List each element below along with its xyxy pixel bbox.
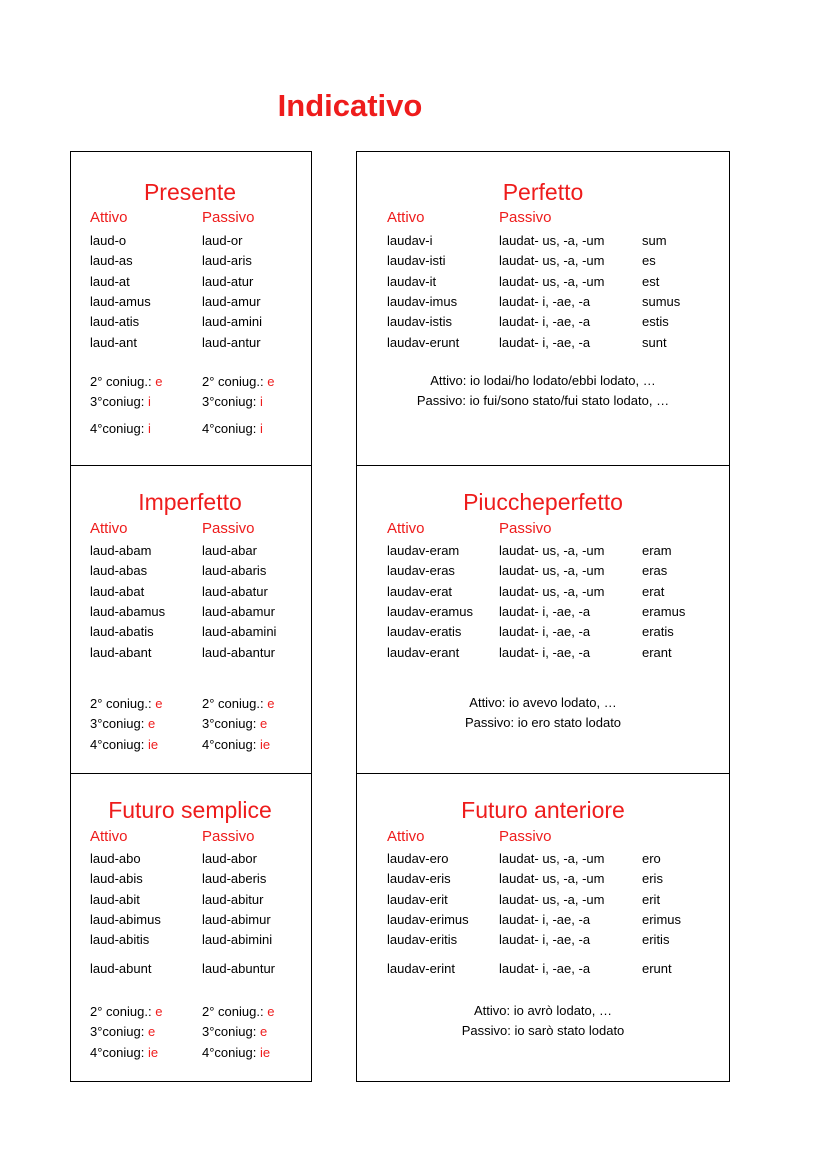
- auxiliary-form: sum: [642, 233, 667, 248]
- note-label: 3°coniug:: [90, 394, 148, 410]
- note-label: 2° coniug.:: [90, 696, 156, 711]
- passive-form: laudat- i, -ae, -a: [499, 644, 591, 660]
- passive-form: laud-or: [202, 233, 243, 248]
- passive-label: Passivo: [499, 828, 552, 845]
- section-heading: Futuro anteriore: [461, 797, 625, 823]
- active-form: laud-abit: [90, 891, 140, 907]
- passive-form: laudat- i, -ae, -a: [499, 293, 591, 309]
- active-form: laud-as: [90, 253, 133, 269]
- active-form: laud-abunt: [90, 960, 152, 976]
- section-heading: Perfetto: [502, 179, 584, 205]
- passive-note: [202, 421, 263, 437]
- passive-note: [202, 374, 274, 390]
- auxiliary-form: eratis: [642, 624, 674, 640]
- active-form: laudav-eram: [387, 543, 460, 558]
- passive-form: laud-abaris: [202, 563, 267, 579]
- auxiliary-form: ero: [642, 851, 661, 866]
- translation-line: Attivo: io lodai/ho lodato/ebbi lodato, …: [430, 373, 656, 388]
- active-form: laud-abas: [90, 563, 148, 579]
- active-form: laudav-eras: [387, 563, 455, 579]
- active-form: laud-at: [90, 273, 130, 289]
- active-form: laud-o: [90, 233, 127, 248]
- note-label: 4°coniug:: [90, 736, 148, 752]
- active-note: [90, 716, 155, 732]
- passive-form: laud-antur: [202, 334, 261, 350]
- passive-note: [202, 394, 263, 410]
- active-form: laud-abis: [90, 871, 143, 887]
- note-label: 2° coniug.:: [202, 696, 268, 711]
- auxiliary-form: eris: [642, 871, 663, 887]
- active-form: laud-abamus: [90, 603, 166, 619]
- active-form: laud-abatis: [90, 624, 154, 640]
- note-ending: e: [267, 374, 275, 389]
- active-form: laud-atis: [90, 314, 140, 330]
- auxiliary-form: est: [642, 273, 660, 289]
- translation-line: Passivo: io ero stato lodato: [464, 715, 622, 731]
- note-ending: ie: [259, 1044, 271, 1060]
- note-label: 4°coniug:: [202, 1044, 260, 1060]
- note-ending: ie: [147, 1044, 159, 1060]
- note-label: 4°coniug:: [202, 421, 260, 436]
- passive-form: laud-abamur: [202, 603, 275, 619]
- translation-line: Passivo: io sarò stato lodato: [461, 1023, 625, 1039]
- note-label: 4°coniug:: [90, 421, 148, 436]
- passive-label: Passivo: [499, 520, 552, 537]
- active-form: laudav-erit: [387, 891, 448, 907]
- passive-form: laud-amini: [202, 314, 262, 330]
- passive-form: laud-aberis: [202, 871, 267, 887]
- auxiliary-form: eritis: [642, 932, 670, 948]
- passive-note: [202, 1024, 267, 1040]
- auxiliary-form: sunt: [642, 334, 667, 350]
- passive-form: laudat- i, -ae, -a: [499, 911, 591, 927]
- passive-note: [202, 1004, 274, 1020]
- note-label: 4°coniug:: [202, 736, 260, 752]
- note-label: 2° coniug.:: [90, 374, 156, 389]
- passive-form: laud-atur: [202, 273, 254, 289]
- auxiliary-form: erit: [642, 891, 661, 907]
- active-form: laudav-erimus: [387, 911, 469, 927]
- auxiliary-form: erat: [642, 583, 665, 599]
- active-form: laudav-eramus: [387, 603, 473, 619]
- note-label: 4°coniug:: [90, 1044, 148, 1060]
- passive-form: laud-abar: [202, 543, 257, 558]
- active-form: laud-abitis: [90, 932, 150, 948]
- note-label: 3°coniug:: [90, 1024, 148, 1040]
- active-form: laudav-i: [387, 233, 433, 248]
- note-ending: i: [147, 394, 151, 410]
- passive-form: laudat- i, -ae, -a: [499, 314, 591, 330]
- active-form: laud-abat: [90, 583, 145, 599]
- note-ending: e: [259, 716, 268, 732]
- section-heading: Imperfetto: [138, 489, 242, 515]
- auxiliary-form: estis: [642, 314, 669, 330]
- active-form: laudav-eris: [387, 871, 451, 887]
- active-label: Attivo: [387, 828, 425, 845]
- passive-form: laudat- us, -a, -um: [499, 891, 605, 907]
- section-heading: Presente: [143, 179, 237, 205]
- auxiliary-form: eram: [642, 543, 672, 558]
- active-label: Attivo: [90, 828, 128, 845]
- note-ending: e: [147, 716, 156, 732]
- active-form: laudav-erint: [387, 960, 455, 976]
- passive-form: laudat- i, -ae, -a: [499, 603, 591, 619]
- auxiliary-form: eras: [642, 563, 668, 579]
- auxiliary-form: es: [642, 253, 656, 269]
- passive-form: laud-abimur: [202, 911, 271, 927]
- passive-form: laudat- us, -a, -um: [499, 871, 605, 887]
- active-form: laud-abo: [90, 851, 141, 866]
- passive-form: laud-abor: [202, 851, 257, 866]
- translation-line: Attivo: io avrò lodato, …: [473, 1003, 612, 1018]
- passive-form: laud-abatur: [202, 583, 268, 599]
- active-label: Attivo: [387, 520, 425, 537]
- active-note: [90, 1004, 162, 1020]
- active-form: laud-amus: [90, 293, 151, 309]
- active-form: laud-abam: [90, 543, 152, 558]
- page-title: Indicativo: [277, 88, 423, 123]
- passive-form: laudat- us, -a, -um: [499, 563, 605, 579]
- passive-label: Passivo: [202, 209, 255, 226]
- note-label: 3°coniug:: [202, 716, 260, 732]
- passive-label: Passivo: [499, 209, 552, 226]
- active-label: Attivo: [387, 209, 425, 226]
- passive-note: [202, 716, 267, 732]
- active-note: [90, 737, 158, 753]
- active-form: laudav-it: [387, 273, 437, 289]
- note-ending: ie: [147, 736, 159, 752]
- passive-label: Passivo: [202, 828, 255, 845]
- passive-form: laud-abantur: [202, 644, 275, 660]
- note-ending: i: [259, 421, 263, 436]
- section-heading: Futuro semplice: [108, 797, 272, 823]
- section-futuro-semplice: [70, 774, 312, 1082]
- active-form: laud-abimus: [90, 911, 161, 927]
- auxiliary-form: erant: [642, 644, 672, 660]
- translation-line: Attivo: io avevo lodato, …: [469, 695, 617, 710]
- passive-form: laudat- i, -ae, -a: [499, 624, 591, 640]
- passive-label: Passivo: [202, 520, 255, 537]
- active-form: laudav-istis: [387, 314, 453, 330]
- passive-form: laudat- us, -a, -um: [499, 851, 605, 866]
- section-perfetto: [356, 151, 730, 465]
- passive-form: laudat- us, -a, -um: [499, 273, 605, 289]
- active-note: [90, 374, 162, 390]
- passive-form: laudat- i, -ae, -a: [499, 932, 591, 948]
- active-note: [90, 1024, 155, 1040]
- active-form: laudav-erunt: [387, 334, 460, 350]
- note-label: 2° coniug.:: [202, 374, 268, 389]
- note-ending: e: [267, 1004, 275, 1019]
- passive-form: laudat- us, -a, -um: [499, 583, 605, 599]
- passive-form: laud-abitur: [202, 891, 264, 907]
- active-form: laudav-erant: [387, 644, 460, 660]
- auxiliary-form: sumus: [642, 293, 681, 309]
- active-form: laudav-eratis: [387, 624, 462, 640]
- auxiliary-form: eramus: [642, 603, 686, 619]
- note-label: 3°coniug:: [202, 1024, 260, 1040]
- passive-form: laudat- us, -a, -um: [499, 543, 605, 558]
- passive-note: [202, 737, 270, 753]
- section-heading: Piuccheperfetto: [463, 489, 623, 515]
- active-form: laudav-erat: [387, 583, 453, 599]
- passive-form: laudat- us, -a, -um: [499, 233, 605, 248]
- active-label: Attivo: [90, 209, 128, 226]
- note-label: 3°coniug:: [202, 394, 260, 410]
- passive-form: laud-abuntur: [202, 960, 275, 976]
- auxiliary-form: erimus: [642, 911, 682, 927]
- passive-form: laudat- i, -ae, -a: [499, 960, 591, 976]
- note-label: 2° coniug.:: [90, 1004, 156, 1019]
- translation-line: Passivo: io fui/sono stato/fui stato lodato, …: [416, 393, 670, 409]
- note-ending: e: [259, 1024, 268, 1040]
- active-form: laudav-imus: [387, 293, 458, 309]
- passive-form: laud-abimini: [202, 932, 273, 948]
- passive-form: laudat- us, -a, -um: [499, 253, 605, 269]
- note-ending: e: [155, 1004, 163, 1019]
- active-note: [90, 394, 151, 410]
- note-ending: i: [259, 394, 263, 410]
- auxiliary-form: erunt: [642, 960, 672, 976]
- passive-form: laudat- i, -ae, -a: [499, 334, 591, 350]
- note-label: 3°coniug:: [90, 716, 148, 732]
- passive-note: [202, 696, 274, 712]
- section-futuro-anteriore: [356, 774, 730, 1082]
- note-ending: e: [155, 696, 163, 711]
- passive-form: laud-amur: [202, 293, 261, 309]
- passive-form: laud-aris: [202, 253, 252, 269]
- passive-form: laud-abamini: [202, 624, 277, 640]
- active-form: laudav-eritis: [387, 932, 458, 948]
- active-note: [90, 1045, 158, 1061]
- active-form: laudav-isti: [387, 253, 446, 269]
- section-presente: [70, 151, 312, 465]
- note-label: 2° coniug.:: [202, 1004, 268, 1019]
- active-form: laud-abant: [90, 644, 152, 660]
- active-form: laudav-ero: [387, 851, 449, 866]
- active-label: Attivo: [90, 520, 128, 537]
- note-ending: e: [267, 696, 275, 711]
- passive-note: [202, 1045, 270, 1061]
- active-form: laud-ant: [90, 334, 137, 350]
- section-imperfetto: [70, 465, 312, 774]
- active-note: [90, 696, 162, 712]
- active-note: [90, 421, 151, 437]
- note-ending: e: [155, 374, 163, 389]
- note-ending: i: [147, 421, 151, 436]
- section-piuccheperfetto: [356, 465, 730, 774]
- note-ending: ie: [259, 736, 271, 752]
- note-ending: e: [147, 1024, 156, 1040]
